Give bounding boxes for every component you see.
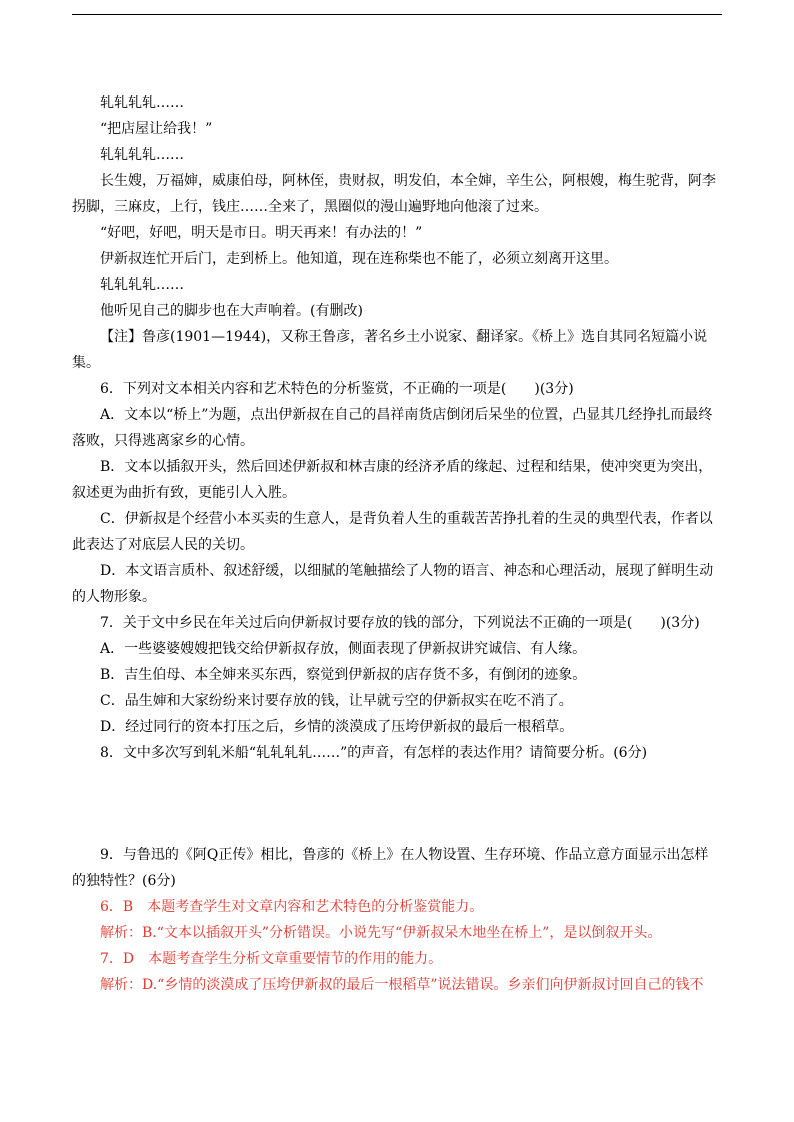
question-7-option-a: A．一些婆婆嫂嫂把钱交给伊新叔存放，侧面表现了伊新叔讲究诚信、有人缘。 (100, 641, 587, 657)
answer-7: 7．D 本题考查学生分析文章重要情节的作用的能力。 (100, 951, 443, 967)
question-6-option-d: D．本文语言质朴、叙述舒缓，以细腻的笔触描绘了人物的语言、神态和心理活动，展现了鲜明生动的人物形象。 (72, 563, 714, 605)
question-7-option-c: C．品生婶和大家纷纷来讨要存放的钱，让早就亏空的伊新叔实在吃不消了。 (100, 693, 573, 709)
header-rule (72, 14, 722, 15)
paragraph: 轧轧轧轧…… (100, 277, 184, 293)
paragraph: 他听见自己的脚步也在大声响着。(有删改) (100, 303, 363, 319)
question-9-stem: 9．与鲁迅的《阿Q正传》相比，鲁彦的《桥上》在人物设置、生存环境、作品立意方面显示出怎样的独特性？(6分) (72, 847, 709, 889)
paragraph: “把店屋让给我！” (100, 121, 213, 137)
answer-6-explanation: 解析：B.“文本以插叙开头”分析错误。小说先写“伊新叔呆木地坐在桥上”，是以倒叙开头。 (100, 925, 662, 941)
footnote: 【注】鲁彦(1901—1944)，又称王鲁彦，著名乡土小说家、翻译家。《桥上》选自其同名短篇小说集。 (72, 329, 708, 371)
paragraph: “好吧，好吧，明天是市日。明天再来！有办法的！” (100, 225, 423, 241)
answer-6: 6．B 本题考查学生对文章内容和艺术特色的分析鉴赏能力。 (100, 899, 484, 915)
question-7-option-b: B．吉生伯母、本全婶来买东西，察觉到伊新叔的店存货不多，有倒闭的迹象。 (100, 667, 587, 683)
answer-7-explanation: 解析：D.“乡情的淡漠成了压垮伊新叔的最后一根稻草”说法错误。乡亲们向伊新叔讨回自己的钱不 (100, 977, 704, 993)
question-7-option-d: D．经过同行的资本打压之后，乡情的淡漠成了压垮伊新叔的最后一根稻草。 (100, 719, 574, 735)
question-6-option-b: B．文本以插叙开头，然后回述伊新叔和林吉康的经济矛盾的缘起、过程和结果，使冲突更为突出，叙述更为曲折有致，更能引人入胜。 (72, 459, 713, 501)
question-6-option-a: A．文本以“桥上”为题，点出伊新叔在自己的昌祥南货店倒闭后呆坐的位置，凸显其几经挣扎而最终落败，只得逃离家乡的心情。 (72, 407, 713, 449)
answer-space (72, 766, 722, 842)
question-6-option-c: C．伊新叔是个经营小本买卖的生意人，是背负着人生的重载苦苦挣扎着的生灵的典型代表，作者以此表达了对底层人民的关切。 (72, 511, 713, 553)
question-6-stem: 6．下列对文本相关内容和艺术特色的分析鉴赏，不正确的一项是( )(3分) (100, 381, 574, 397)
paragraph: 轧轧轧轧…… (100, 147, 184, 163)
question-8-stem: 8．文中多次写到轧米船“轧轧轧轧……”的声音，有怎样的表达作用？请简要分析。(6分) (100, 745, 648, 761)
paragraph: 轧轧轧轧…… (100, 95, 184, 111)
paragraph: 伊新叔连忙开后门，走到桥上。他知道，现在连称柴也不能了，必须立刻离开这里。 (100, 251, 618, 267)
question-7-stem: 7．关于文中乡民在年关过后向伊新叔讨要存放的钱的部分，下列说法不正确的一项是( )(3分) (100, 615, 700, 631)
document-body (72, 90, 722, 998)
paragraph: 长生嫂，万福婶，威康伯母，阿林侄，贵财叔，明发伯，本全婶，辛生公，阿根嫂，梅生驼背，阿李拐脚，三麻皮，上行，钱庄……全来了，黑圈似的漫山遍野地向他滚了过来。 (72, 173, 716, 215)
